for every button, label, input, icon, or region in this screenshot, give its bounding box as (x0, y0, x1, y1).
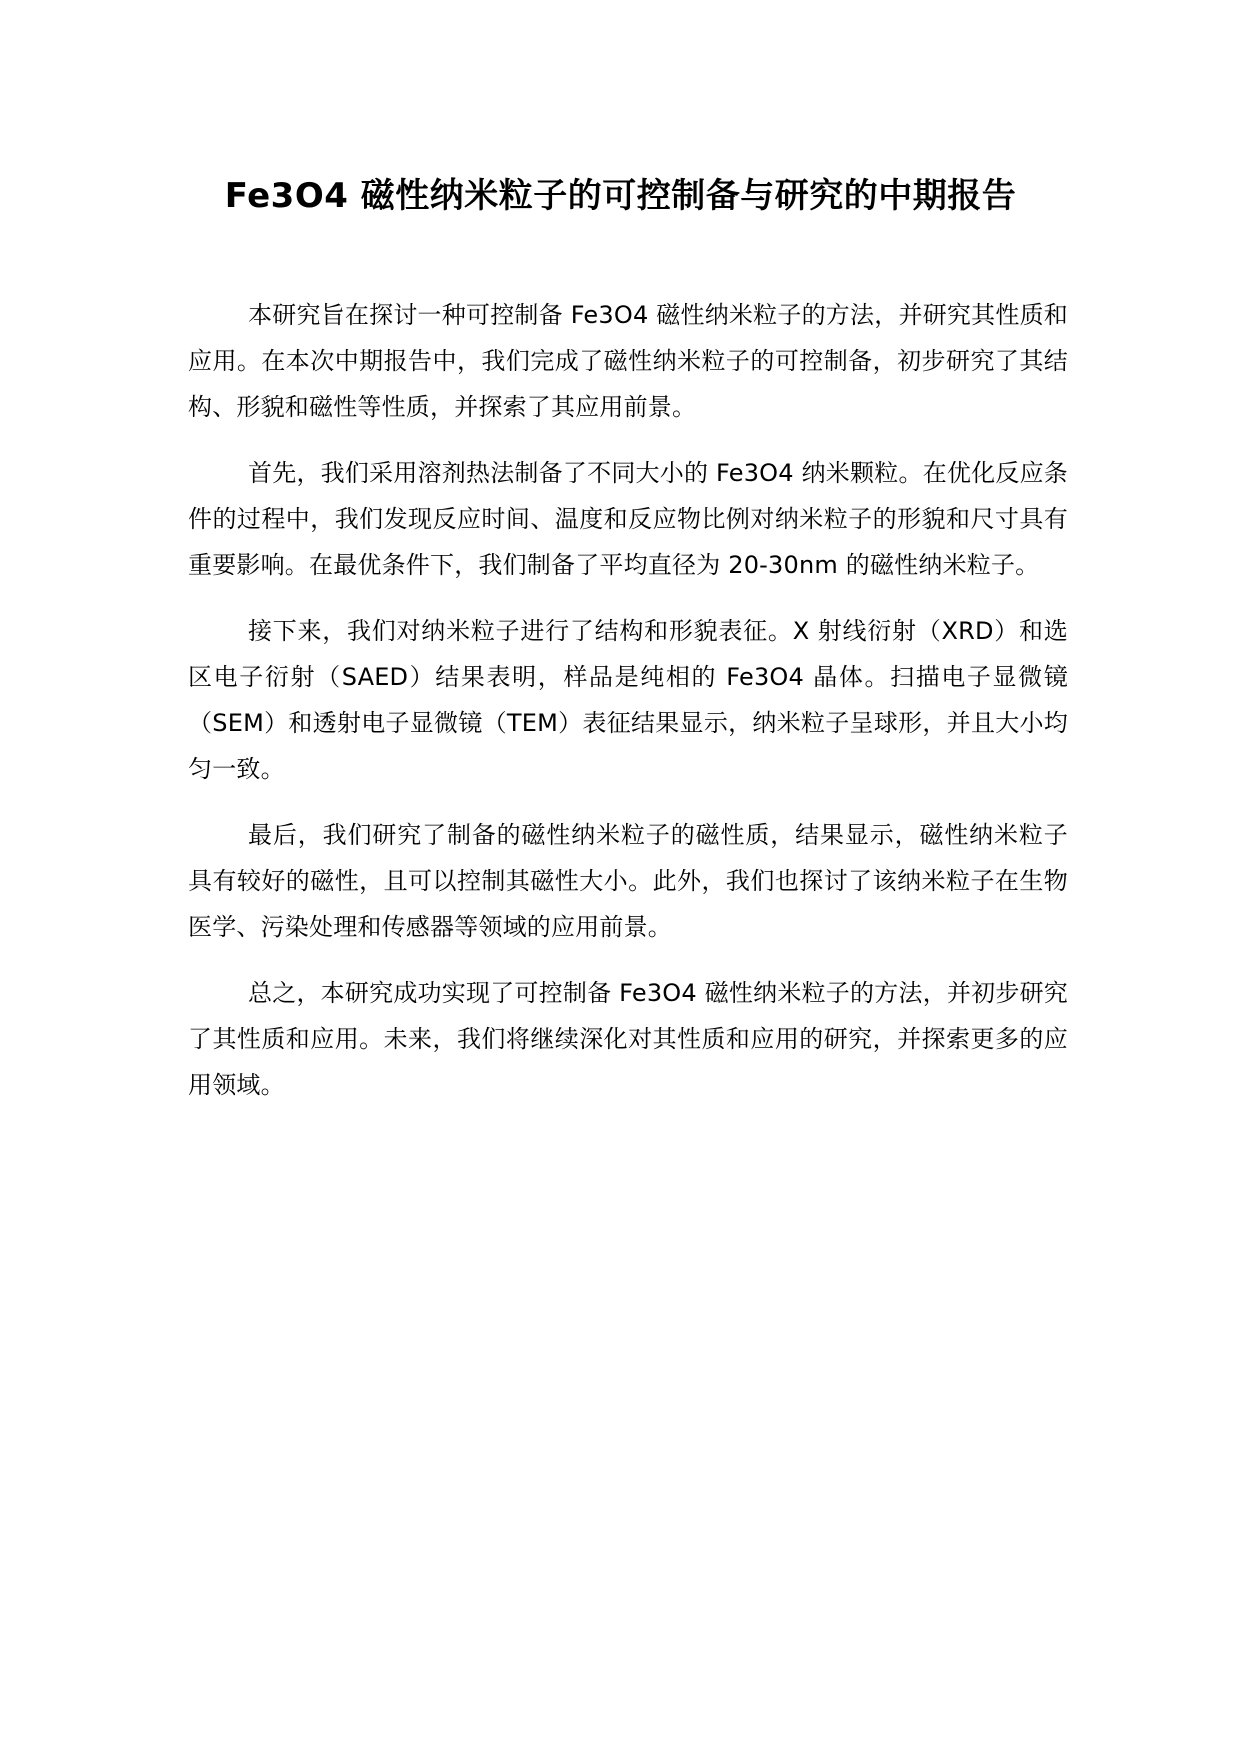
paragraph-synthesis: 首先，我们采用溶剂热法制备了不同大小的 Fe3O4 纳米颗粒。在优化反应条件的过程中，我们发现反应时间、温度和反应物比例对纳米粒子的形貌和尺寸具有重要影响。在最优条件下，我们制备了平均直径为 20-30nm 的磁性纳米粒子。 (188, 459, 1068, 579)
document-title: Fe3O4 磁性纳米粒子的可控制备与研究的中期报告 (224, 176, 1017, 216)
paragraph-intro: 本研究旨在探讨一种可控制备 Fe3O4 磁性纳米粒子的方法，并研究其性质和应用。在本次中期报告中，我们完成了磁性纳米粒子的可控制备，初步研究了其结构、形貌和磁性等性质，并探索了其应用前景。 (188, 301, 1068, 421)
document-body (188, 292, 1068, 1128)
paragraph-characterization: 接下来，我们对纳米粒子进行了结构和形貌表征。X 射线衍射（XRD）和选区电子衍射（SAED）结果表明，样品是纯相的 Fe3O4 晶体。扫描电子显微镜（SEM）和透射电子显微镜（TEM）表征结果显示，纳米粒子呈球形，并且大小均匀一致。 (188, 617, 1068, 783)
paragraph-magnetic-properties: 最后，我们研究了制备的磁性纳米粒子的磁性质，结果显示，磁性纳米粒子具有较好的磁性，且可以控制其磁性大小。此外，我们也探讨了该纳米粒子在生物医学、污染处理和传感器等领域的应用前景。 (188, 821, 1068, 941)
paragraph-conclusion: 总之，本研究成功实现了可控制备 Fe3O4 磁性纳米粒子的方法，并初步研究了其性质和应用。未来，我们将继续深化对其性质和应用的研究，并探索更多的应用领域。 (188, 979, 1068, 1099)
